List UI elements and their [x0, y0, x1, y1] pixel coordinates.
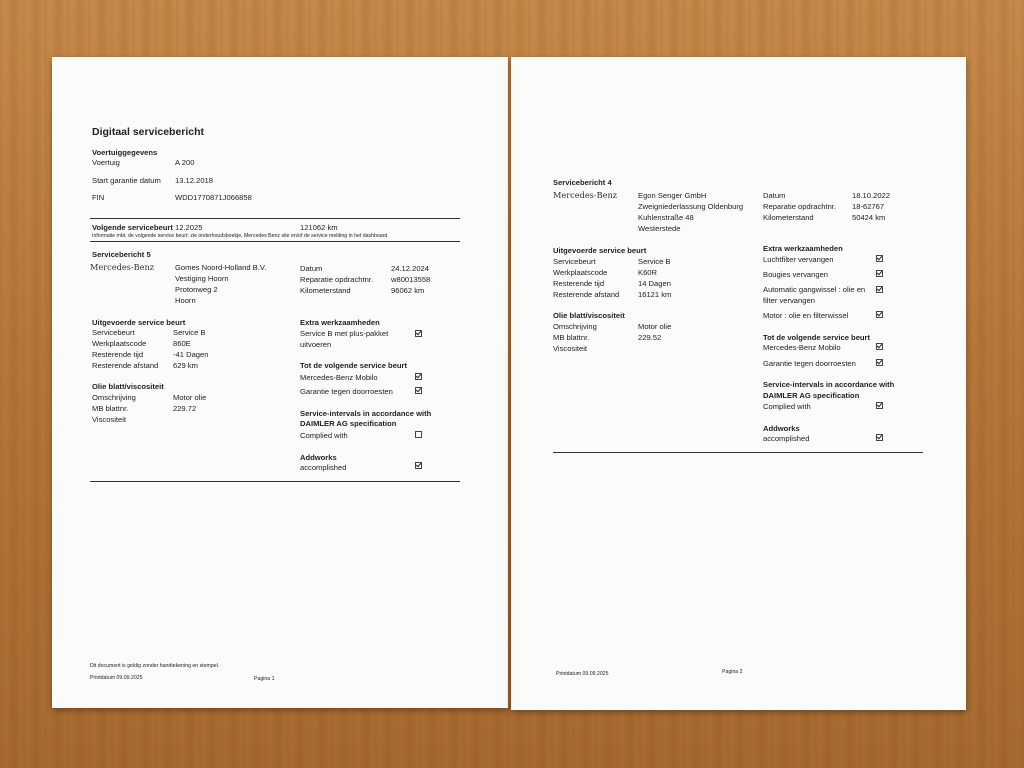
extra-heading: Extra werkzaamheden: [763, 244, 843, 253]
date-value: 24.12.2024: [391, 264, 430, 273]
document-page-1: [52, 57, 508, 708]
performed-value: 860E: [173, 339, 191, 348]
warranty-label: Start garantie datum: [92, 176, 161, 185]
print-date: Printdatum 09.09.2025: [556, 671, 609, 677]
performed-value: 16121 km: [638, 290, 672, 299]
order-value: w80013558: [391, 275, 431, 284]
performed-label: Resterende afstand: [92, 361, 159, 370]
until-next-checkbox[interactable]: [415, 387, 422, 394]
extra-checkbox[interactable]: [415, 330, 422, 337]
document-page-2: [511, 57, 966, 710]
performed-heading: Uitgevoerde service beurt: [553, 246, 647, 255]
divider: [90, 241, 460, 242]
oil-heading: Olie blatt/viscositeit: [553, 311, 625, 320]
oil-heading: Olie blatt/viscositeit: [92, 382, 164, 391]
vehicle-value: A 200: [175, 158, 195, 167]
dealer-line: Kuhlenstraße 48: [638, 213, 694, 222]
until-next-item: Mercedes-Benz Mobilo: [300, 373, 378, 382]
until-next-item: Garantie tegen doorroesten: [763, 359, 856, 368]
until-next-checkbox[interactable]: [876, 359, 883, 366]
oil-value: 229.52: [638, 333, 662, 342]
addworks-item: accomplished: [300, 463, 347, 472]
addworks-checkbox[interactable]: [415, 462, 422, 469]
dealer-line: Gomes Noord-Holland B.V.: [175, 263, 267, 272]
oil-value: 229.72: [173, 404, 197, 413]
intervals-heading: Service-intervals in accordance with: [763, 380, 895, 389]
extra-checkbox[interactable]: [876, 255, 883, 262]
km-value: 50424 km: [852, 213, 886, 222]
km-value: 96062 km: [391, 286, 425, 295]
addworks-heading: Addworks: [763, 424, 800, 433]
extra-item: Luchtfilter vervangen: [763, 255, 834, 264]
document-title: Digitaal servicebericht: [92, 126, 205, 138]
mercedes-benz-logo: Mercedes-Benz: [553, 190, 618, 200]
km-label: Kilometerstand: [300, 286, 351, 295]
next-service-label: Volgende servicebeurt: [92, 223, 173, 232]
performed-label: Servicebeurt: [92, 328, 135, 337]
mercedes-benz-logo: Mercedes-Benz: [90, 262, 155, 272]
intervals-checkbox[interactable]: [876, 402, 883, 409]
until-next-heading: Tot de volgende service beurt: [300, 361, 408, 370]
next-service-note: Informatie mbt. de volgende service beurt: zie onderhoudsboekje, Mercedes Benz site en/of de service melding in het dashboard: [92, 233, 388, 239]
page-number: Pagina 2: [722, 669, 743, 675]
performed-value: K60R: [638, 268, 657, 277]
performed-value: 14 Dagen: [638, 279, 671, 288]
addworks-item: accomplished: [763, 434, 810, 443]
fin-label: FIN: [92, 193, 105, 202]
intervals-checkbox[interactable]: [415, 431, 422, 438]
until-next-item: Garantie tegen doorroesten: [300, 387, 393, 396]
vehicle-heading: Voertuiggegevens: [92, 148, 158, 157]
warranty-value: 13.12.2018: [175, 176, 214, 185]
oil-label: MB blattnr.: [553, 333, 590, 342]
performed-label: Servicebeurt: [553, 257, 596, 266]
performed-label: Resterende tijd: [553, 279, 605, 288]
intervals-heading: Service-intervals in accordance with: [300, 409, 432, 418]
vehicle-label: Voertuig: [92, 158, 120, 167]
intervals-item: Complied with: [300, 431, 348, 440]
oil-label: MB blattnr.: [92, 404, 129, 413]
addworks-checkbox[interactable]: [876, 434, 883, 441]
until-next-checkbox[interactable]: [415, 373, 422, 380]
divider: [553, 452, 923, 453]
dealer-line: Westerstede: [638, 224, 681, 233]
dealer-line: Zweigniederlassung Oldenburg: [638, 202, 744, 211]
performed-value: -41 Dagen: [173, 350, 209, 359]
extra-item: Motor : olie en filterwissel: [763, 311, 849, 320]
performed-label: Werkplaatscode: [92, 339, 147, 348]
validity-note: Dit document is geldig zonder handtekening en stempel.: [90, 663, 220, 669]
divider: [90, 481, 460, 482]
oil-label: Omschrijving: [92, 393, 136, 402]
intervals-heading: DAIMLER AG specification: [763, 391, 860, 400]
extra-checkbox[interactable]: [876, 311, 883, 318]
performed-heading: Uitgevoerde service beurt: [92, 318, 186, 327]
intervals-item: Complied with: [763, 402, 811, 411]
oil-value: Motor olie: [173, 393, 207, 402]
page-number: Pagina 1: [254, 676, 275, 682]
performed-label: Werkplaatscode: [553, 268, 608, 277]
order-label: Reparatie opdrachtnr.: [300, 275, 374, 284]
extra-item: filter vervangen: [763, 296, 815, 305]
extra-item: Bougies vervangen: [763, 270, 829, 279]
oil-label: Viscositeit: [92, 415, 127, 424]
performed-label: Resterende tijd: [92, 350, 144, 359]
dealer-line: Egon Senger GmbH: [638, 191, 707, 200]
km-label: Kilometerstand: [763, 213, 814, 222]
oil-value: Motor olie: [638, 322, 672, 331]
oil-label: Viscositeit: [553, 344, 588, 353]
oil-label: Omschrijving: [553, 322, 597, 331]
divider: [90, 218, 460, 219]
intervals-heading: DAIMLER AG specification: [300, 419, 397, 428]
next-service-date: 12.2025: [175, 223, 203, 232]
dealer-line: Hoorn: [175, 296, 196, 305]
until-next-item: Mercedes-Benz Mobilo: [763, 343, 841, 352]
performed-label: Resterende afstand: [553, 290, 620, 299]
until-next-heading: Tot de volgende service beurt: [763, 333, 871, 342]
extra-checkbox[interactable]: [876, 286, 883, 293]
extra-item: Service B met plus-pakket: [300, 329, 389, 338]
until-next-checkbox[interactable]: [876, 343, 883, 350]
dealer-line: Vestiging Hoorn: [175, 274, 229, 283]
extra-heading: Extra werkzaamheden: [300, 318, 380, 327]
extra-item: Automatic gangwissel : olie en: [763, 285, 866, 294]
next-service-km: 121062 km: [300, 223, 338, 232]
fin-value: WDD1770871J066858: [175, 193, 252, 202]
performed-value: 629 km: [173, 361, 198, 370]
extra-checkbox[interactable]: [876, 270, 883, 277]
order-label: Reparatie opdrachtnr.: [763, 202, 837, 211]
addworks-heading: Addworks: [300, 453, 337, 462]
print-date: Printdatum 09.09.2025: [90, 675, 143, 681]
extra-item: uitvoeren: [300, 340, 332, 349]
date-value: 18.10.2022: [852, 191, 891, 200]
dealer-line: Protonweg 2: [175, 285, 218, 294]
performed-value: Service B: [638, 257, 671, 266]
report-heading: Servicebericht 5: [92, 250, 151, 259]
order-value: 18-62767: [852, 202, 885, 211]
performed-value: Service B: [173, 328, 206, 337]
date-label: Datum: [763, 191, 786, 200]
date-label: Datum: [300, 264, 323, 273]
report-heading: Servicebericht 4: [553, 178, 612, 187]
